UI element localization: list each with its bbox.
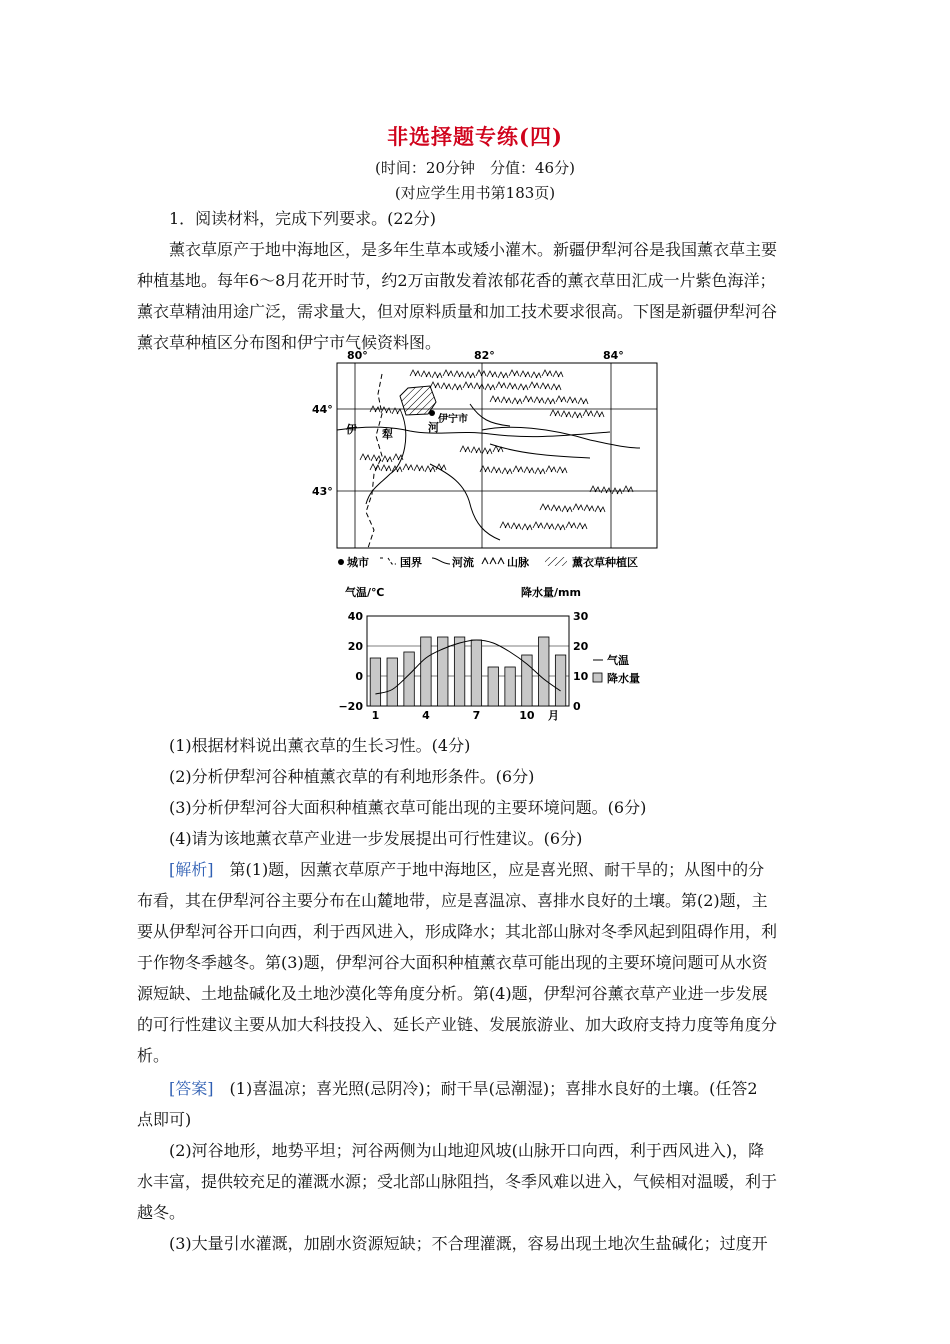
- precip-bar: [555, 655, 565, 706]
- analysis-line: 析。: [137, 1046, 170, 1065]
- answer-line: 越冬。: [137, 1203, 186, 1222]
- precip-bar: [539, 637, 549, 706]
- precip-bar: [505, 667, 515, 706]
- answer-line: 点即可): [137, 1110, 192, 1129]
- analysis-line: 的可行性建议主要从加大科技投入、延长产业链、发展旅游业、加大政府支持力度等角度分: [137, 1015, 778, 1034]
- analysis-first-line: 第(1)题，因薰衣草原产于地中海地区，应是喜光照、耐干旱的；从图中的分: [229, 860, 765, 879]
- analysis-line: 于作物冬季越冬。第(3)题，伊犁河谷大面积种植薰衣草可能出现的主要环境问题可从水资: [137, 953, 768, 972]
- answer-line: (2)河谷地形，地势平坦；河谷两侧为山地迎风坡(山脉开口向西，利于西风进入)，降: [169, 1141, 765, 1160]
- lat-label: 44°: [312, 403, 333, 416]
- answer-line: (3)大量引水灌溉，加剧水资源短缺；不合理灌溉，容易出现土地次生盐碱化；过度开: [169, 1234, 768, 1253]
- subquestion: (1)根据材料说出薰衣草的生长习性。(4分): [169, 736, 471, 755]
- y-tick-right: 0: [573, 700, 581, 713]
- x-tick: 7: [472, 709, 481, 722]
- precip-bar: [522, 655, 532, 706]
- lon-label: 84°: [603, 349, 624, 362]
- material-line: 薰衣草原产于地中海地区，是多年生草本或矮小灌木。新疆伊犁河谷是我国薰衣草主要: [169, 240, 778, 259]
- analysis-line: 布看，其在伊犁河谷主要分布在山麓地带，应是喜温凉、喜排水良好的土壤。第(2)题，主: [137, 891, 768, 910]
- lon-label: 82°: [474, 349, 495, 362]
- legend-temperature: 气温: [607, 654, 629, 667]
- y-tick-right: 30: [573, 610, 589, 623]
- page-title: 非选择题专练(四): [387, 124, 563, 149]
- analysis-line: 源短缺、土地盐碱化及土地沙漠化等角度分析。第(4)题，伊犁河谷薰衣草产业进一步发展: [137, 984, 768, 1003]
- lon-label: 80°: [347, 349, 368, 362]
- precip-bar: [421, 637, 431, 706]
- precip-bar: [387, 658, 397, 706]
- subquestion: (2)分析伊犁河谷种植薰衣草的有利地形条件。(6分): [169, 767, 535, 786]
- chart-ylabel-left: 气温/℃: [345, 586, 385, 599]
- city-label: 伊宁市: [438, 414, 468, 425]
- y-tick-left: 40: [347, 610, 363, 623]
- climate-chart: [335, 580, 655, 728]
- material-line: 种植基地。每年6～8月花开时节，约2万亩散发着浓郁花香的薰衣草田汇成一片紫色海洋；: [137, 271, 776, 290]
- x-tick: 4: [422, 709, 430, 722]
- x-tick: 10: [519, 709, 535, 722]
- answer-section: [137, 1073, 817, 1259]
- temperature-line: [375, 640, 560, 694]
- subquestions: [137, 730, 817, 854]
- precip-bar: [454, 637, 464, 706]
- legend-lavender: 薰衣草种植区: [572, 556, 638, 569]
- y-tick-left: 0: [355, 670, 363, 683]
- analysis-label: [解析]: [169, 860, 214, 879]
- analysis-line: 要从伊犁河谷开口向西，利于西风进入，形成降水；其北部山脉对冬季风起到阻碍作用，利: [137, 922, 778, 941]
- lat-label: 43°: [312, 485, 333, 498]
- subquestion: (4)请为该地薰衣草产业进一步发展提出可行性建议。(6分): [169, 829, 583, 848]
- river-name-char: 伊: [346, 423, 357, 436]
- material-paragraph: [137, 234, 817, 358]
- material-line: 薰衣草种植区分布图和伊宁市气候资料图。: [137, 333, 442, 352]
- river-name-char: 犁: [382, 428, 393, 441]
- legend-mountain: 山脉: [507, 556, 529, 569]
- answer-line: [137, 1073, 817, 1104]
- subquestion: (3)分析伊犁河谷大面积种植薰衣草可能出现的主要环境问题。(6分): [169, 798, 647, 817]
- time-score-line: (时间：20分钟 分值：46分): [375, 159, 575, 177]
- y-tick-left: 20: [347, 640, 363, 653]
- city-yining: [429, 410, 435, 416]
- answer-line: 水丰富，提供较充足的灌溉水源；受北部山脉阻挡，冬季风难以进入，气候相对温暖，利于: [137, 1172, 778, 1191]
- answer-1-first: (1)喜温凉；喜光照(忌阴冷)；耐干旱(忌潮湿)；喜排水良好的土壤。(任答2: [229, 1079, 758, 1098]
- question-stem-text: 1．阅读材料，完成下列要求。(22分): [169, 209, 437, 228]
- material-line: 薰衣草精油用途广泛，需求量大，但对原料质量和加工技术要求很高。下图是新疆伊犁河谷: [137, 302, 778, 321]
- legend-bar-symbol: [593, 673, 602, 682]
- analysis-line: [137, 854, 817, 885]
- x-tick: 1: [371, 709, 380, 722]
- river-name-char: 河: [428, 421, 439, 434]
- y-tick-right: 20: [573, 640, 589, 653]
- legend-border: 国界: [400, 556, 422, 569]
- precip-bar: [471, 640, 481, 706]
- question-stem: [137, 203, 817, 234]
- analysis-section: [137, 854, 817, 1071]
- reference-line: (对应学生用书第183页): [394, 184, 556, 202]
- legend-precip: 降水量: [607, 672, 640, 685]
- chart-xlabel: 月: [548, 709, 559, 722]
- legend-city: 城市: [347, 556, 369, 569]
- y-tick-left: −20: [338, 700, 363, 713]
- answer-label: [答案]: [169, 1079, 214, 1098]
- precip-bar: [404, 652, 414, 706]
- map-legend: [338, 555, 638, 569]
- lavender-distribution-map: [310, 344, 660, 574]
- chart-ylabel-right: 降水量/mm: [521, 586, 581, 599]
- y-tick-right: 10: [573, 670, 589, 683]
- precip-bar: [488, 667, 498, 706]
- legend-river: 河流: [452, 556, 474, 569]
- precip-bar: [370, 658, 380, 706]
